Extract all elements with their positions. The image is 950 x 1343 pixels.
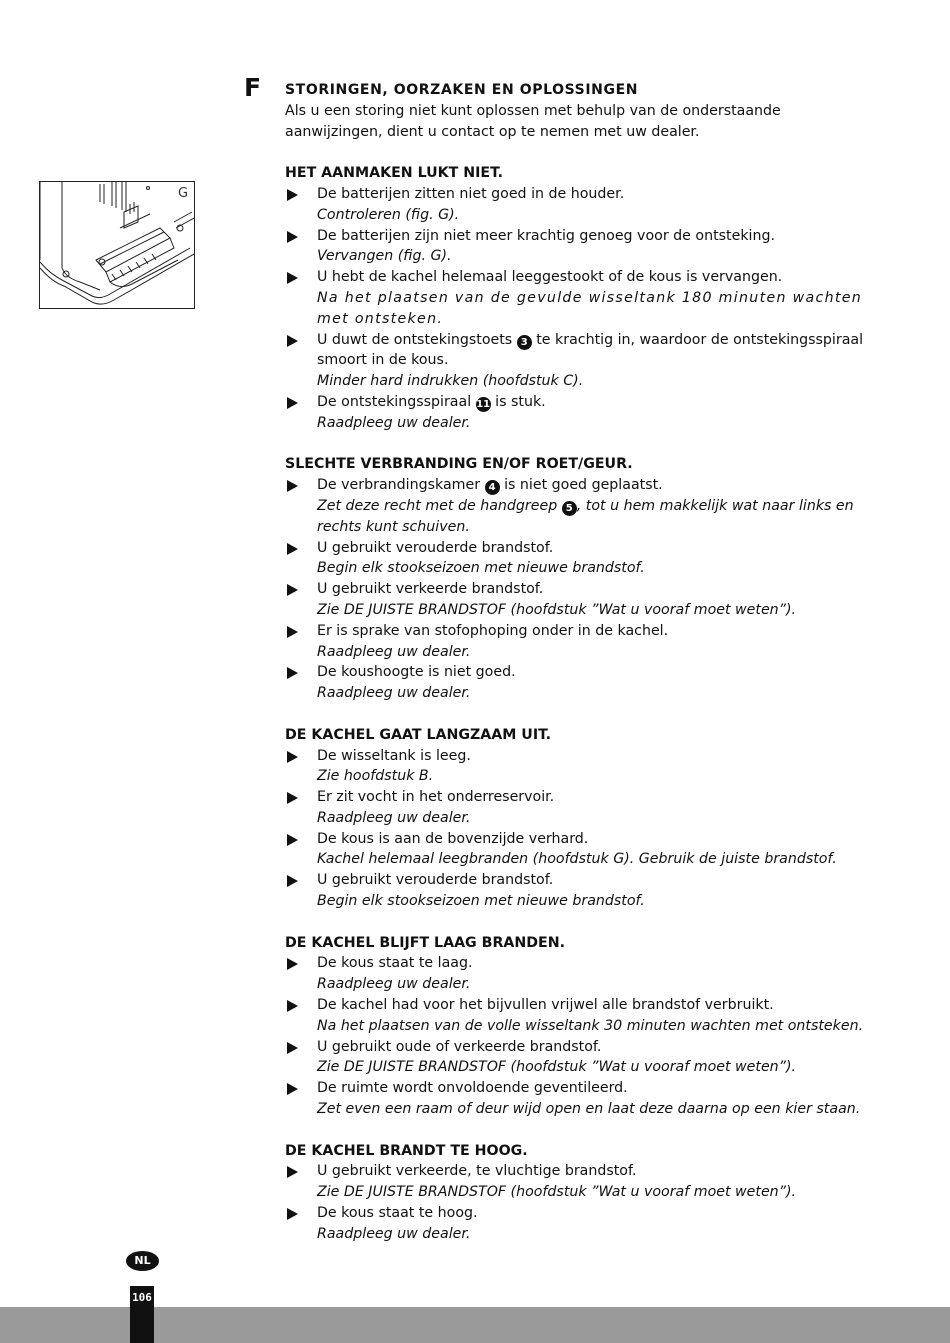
remedy-text: Na het plaatsen van de gevulde wisseltank 180 minuten wachten met ontsteken. — [317, 289, 863, 327]
group-heading: HET AANMAKEN LUKT NIET. — [285, 165, 504, 182]
figure-g — [39, 181, 195, 309]
list-item — [285, 184, 870, 226]
cause-text: Er is sprake van stofophoping onder in de kachel. — [317, 622, 669, 639]
cause-text: De koushoogte is niet goed. — [317, 664, 516, 681]
cause-text: U hebt de kachel helemaal leeggestookt of de kous is vervangen. — [317, 269, 783, 286]
cause-text-part: is stuk. — [495, 393, 546, 410]
arrow-bullet-icon — [287, 272, 298, 284]
remedy-text: Controleren (fig. G). — [317, 206, 460, 223]
cause-text: De kous staat te laag. — [317, 955, 473, 972]
list-item — [285, 870, 870, 912]
arrow-bullet-icon — [287, 584, 298, 596]
list-item — [285, 392, 870, 434]
remedy-text: Zie DE JUISTE BRANDSTOF (hoofdstuk ”Wat u vooraf moet weten”). — [317, 1059, 797, 1076]
list-item — [285, 1203, 870, 1245]
list-item — [285, 1161, 870, 1203]
remedy-text: Begin elk stookseizoen met nieuwe brandstof. — [317, 893, 645, 910]
cause-text: U gebruikt verouderde brandstof. — [317, 539, 554, 556]
cause-text: De batterijen zijn niet meer krachtig genoeg voor de ontsteking. — [317, 227, 775, 244]
list-item — [285, 995, 870, 1037]
cause-text-part: U duwt de ontstekingstoets — [317, 331, 513, 348]
group-heading: DE KACHEL BRANDT TE HOOG. — [285, 1142, 528, 1159]
remedy-text: Raadpleeg uw dealer. — [317, 976, 471, 993]
arrow-bullet-icon — [287, 875, 298, 887]
cause-text: U gebruikt verkeerde, te vluchtige brandstof. — [317, 1163, 637, 1180]
cause-text — [317, 330, 870, 372]
list-item — [285, 538, 870, 580]
arrow-bullet-icon — [287, 231, 298, 243]
arrow-bullet-icon — [287, 667, 298, 679]
remedy-text: Minder hard indrukken (hoofdstuk C). — [317, 373, 584, 390]
arrow-bullet-icon — [287, 1042, 298, 1054]
cause-text: De batterijen zitten niet goed in de houder. — [317, 185, 625, 202]
group-slow-extinguish — [285, 725, 870, 912]
arrow-bullet-icon — [287, 958, 298, 970]
cause-text: U gebruikt verkeerde brandstof. — [317, 581, 544, 598]
cause-text-part: De ontstekingsspiraal — [317, 393, 472, 410]
list-item — [285, 1078, 870, 1120]
page-title: STORINGEN, OORZAKEN EN OPLOSSINGEN — [285, 82, 639, 98]
arrow-bullet-icon — [287, 751, 298, 763]
remedy-text: Raadpleeg uw dealer. — [317, 414, 471, 431]
section-letter: F — [244, 73, 262, 102]
part-number-badge: 4 — [485, 480, 500, 495]
remedy-text-part: Zet deze recht met de handgreep — [317, 497, 558, 514]
list-item — [285, 475, 870, 537]
remedy-text — [317, 496, 870, 538]
group-burns-low — [285, 933, 870, 1120]
group-heading: DE KACHEL GAAT LANGZAAM UIT. — [285, 726, 552, 743]
arrow-bullet-icon — [287, 1208, 298, 1220]
cause-text — [317, 392, 870, 413]
arrow-bullet-icon — [287, 480, 298, 492]
cause-text: De wisseltank is leeg. — [317, 747, 471, 764]
list-item — [285, 267, 870, 329]
list-item — [285, 829, 870, 871]
list-item — [285, 621, 870, 663]
arrow-bullet-icon — [287, 397, 298, 409]
remedy-text: Kachel helemaal leegbranden (hoofdstuk G). Gebruik de juiste brandstof. — [317, 851, 837, 868]
group-ignition — [285, 163, 870, 433]
group-heading: DE KACHEL BLIJFT LAAG BRANDEN. — [285, 934, 565, 951]
intro-text: Als u een storing niet kunt oplossen met behulp van de onderstaande aanwijzingen, dient u contact op te nemen met uw dealer. — [285, 102, 781, 140]
page-number: 106 — [132, 1291, 152, 1304]
arrow-bullet-icon — [287, 626, 298, 638]
remedy-text: Begin elk stookseizoen met nieuwe brandstof. — [317, 560, 645, 577]
cause-text — [317, 475, 870, 496]
remedy-text: Raadpleeg uw dealer. — [317, 1225, 471, 1242]
remedy-text: Zet even een raam of deur wijd open en laat deze daarna op een kier staan. — [317, 1101, 861, 1118]
arrow-bullet-icon — [287, 543, 298, 555]
arrow-bullet-icon — [287, 1083, 298, 1095]
arrow-bullet-icon — [287, 1000, 298, 1012]
remedy-text: Raadpleeg uw dealer. — [317, 643, 471, 660]
group-bad-combustion — [285, 454, 870, 704]
remedy-text: Vervangen (fig. G). — [317, 248, 452, 265]
list-item — [285, 579, 870, 621]
list-item — [285, 330, 870, 392]
cause-text: U gebruikt oude of verkeerde brandstof. — [317, 1038, 602, 1055]
group-heading: SLECHTE VERBRANDING EN/OF ROET/GEUR. — [285, 456, 633, 473]
troubleshooting-content — [285, 80, 870, 1245]
arrow-bullet-icon — [287, 834, 298, 846]
cause-text-part: te krachtig in, waardoor de ontstekingsspiraal smoort in de kous. — [317, 331, 864, 369]
part-number-badge: 11 — [476, 398, 491, 410]
cause-text: U gebruikt verouderde brandstof. — [317, 872, 554, 889]
arrow-bullet-icon — [287, 1166, 298, 1178]
figure-label: G — [178, 186, 189, 201]
cause-text: Er zit vocht in het onderreservoir. — [317, 789, 555, 806]
part-number-badge: 5 — [562, 501, 577, 516]
remedy-text: Raadpleeg uw dealer. — [317, 685, 471, 702]
arrow-bullet-icon — [287, 189, 298, 201]
remedy-text: Na het plaatsen van de volle wisseltank 30 minuten wachten met ontsteken. — [317, 1017, 864, 1034]
cause-text-part: is niet goed geplaatst. — [504, 477, 663, 494]
heater-battery-illustration — [40, 182, 194, 308]
cause-text-part: De verbrandingskamer — [317, 477, 481, 494]
group-burns-high — [285, 1141, 870, 1245]
remedy-text: Raadpleeg uw dealer. — [317, 809, 471, 826]
list-item — [285, 953, 870, 995]
remedy-text: Zie DE JUISTE BRANDSTOF (hoofdstuk ”Wat u vooraf moet weten”). — [317, 1184, 797, 1201]
remedy-text: Zie hoofdstuk B. — [317, 768, 434, 785]
cause-text: De kous staat te hoog. — [317, 1205, 478, 1222]
part-number-badge: 3 — [517, 335, 532, 350]
arrow-bullet-icon — [287, 792, 298, 804]
list-item — [285, 662, 870, 704]
cause-text: De ruimte wordt onvoldoende geventileerd. — [317, 1080, 628, 1097]
language-badge: NL — [126, 1251, 159, 1271]
list-item — [285, 746, 870, 788]
remedy-text-part: , tot u hem makkelijk wat naar links en rechts kunt schuiven. — [317, 497, 854, 535]
list-item — [285, 787, 870, 829]
cause-text: De kous is aan de bovenzijde verhard. — [317, 830, 589, 847]
list-item — [285, 226, 870, 268]
remedy-text: Zie DE JUISTE BRANDSTOF (hoofdstuk ”Wat u vooraf moet weten”). — [317, 601, 797, 618]
list-item — [285, 1037, 870, 1079]
arrow-bullet-icon — [287, 335, 298, 347]
cause-text: De kachel had voor het bijvullen vrijwel alle brandstof verbruikt. — [317, 997, 774, 1014]
